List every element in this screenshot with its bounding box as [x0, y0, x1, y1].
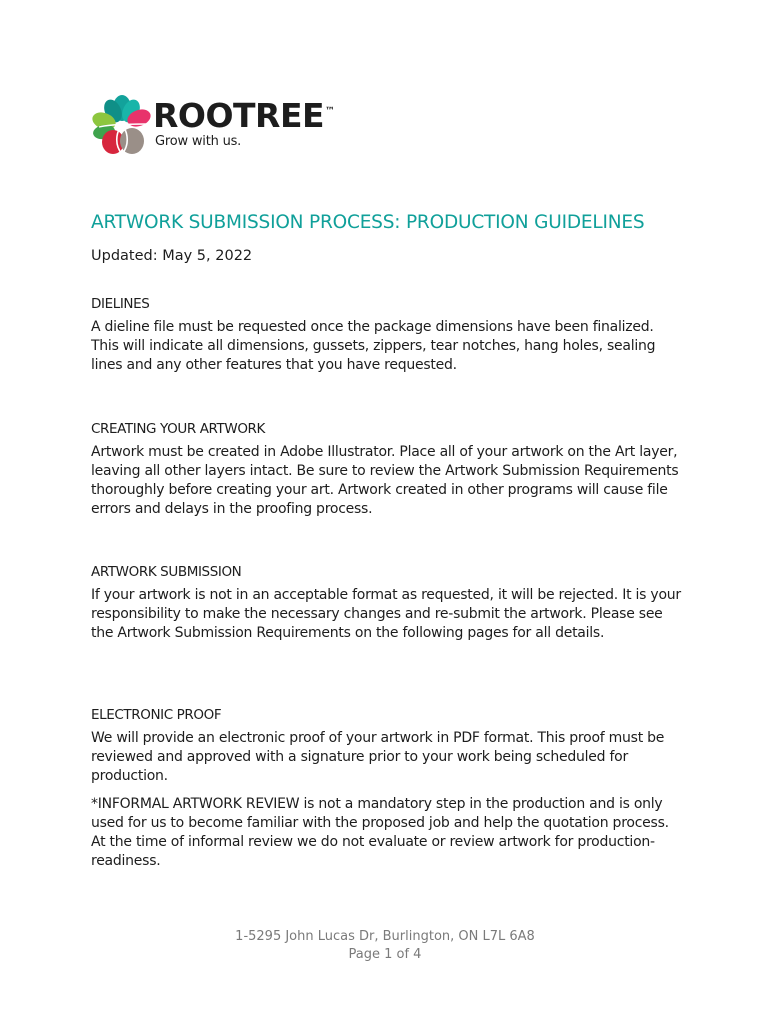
rootree-logo — [91, 94, 351, 158]
footer-page-number: Page 1 of 4 — [348, 947, 422, 962]
section-heading: DIELINES — [91, 296, 150, 312]
section-paragraph: We will provide an electronic proof of your artwork in PDF format. This proof must be reviewed and approved with a signature prior to your work being scheduled for production. — [91, 730, 665, 784]
section-artwork-submission — [91, 564, 681, 643]
section-heading: CREATING YOUR ARTWORK — [91, 421, 265, 437]
updated-date: Updated: May 5, 2022 — [91, 248, 253, 264]
section-paragraph: A dieline file must be requested once the package dimensions have been finalized. This will indicate all dimensions, gussets, zippers, tear notches, hang holes, sealing lines and any other features that you have requested. — [91, 319, 656, 373]
logo-wordmark: ROOTREE™ — [153, 96, 335, 135]
section-dielines — [91, 296, 681, 375]
section-creating-artwork — [91, 421, 681, 519]
section-electronic-proof — [91, 707, 681, 871]
page-title: ARTWORK SUBMISSION PROCESS: PRODUCTION GUIDELINES — [91, 212, 645, 233]
rootree-logo-icon — [91, 94, 153, 156]
logo-tagline: Grow with us. — [155, 134, 242, 149]
section-paragraph-note: *INFORMAL ARTWORK REVIEW is not a mandatory step in the production and is only used for us to become familiar with the proposed job and help the quotation process. At the time of informal review we do not evaluate or review artwork for production-readiness. — [91, 796, 669, 869]
section-heading: ELECTRONIC PROOF — [91, 707, 222, 723]
section-heading: ARTWORK SUBMISSION — [91, 564, 242, 580]
footer-address: 1-5295 John Lucas Dr, Burlington, ON L7L 6A8 — [235, 929, 535, 944]
section-paragraph: Artwork must be created in Adobe Illustrator. Place all of your artwork on the Art layer, leaving all other layers intact. Be sure to review the Artwork Submission Requirements thoroughly before creating your art. Artwork created in other programs will cause file errors and delays in the proofing process. — [91, 444, 679, 517]
page-footer — [0, 928, 770, 964]
section-paragraph: If your artwork is not in an acceptable format as requested, it will be rejected. It is your responsibility to make the necessary changes and re-submit the artwork. Please see the Artwork Submission Requirements on the following pages for all details. — [91, 587, 681, 641]
trademark-symbol: ™ — [325, 106, 335, 117]
